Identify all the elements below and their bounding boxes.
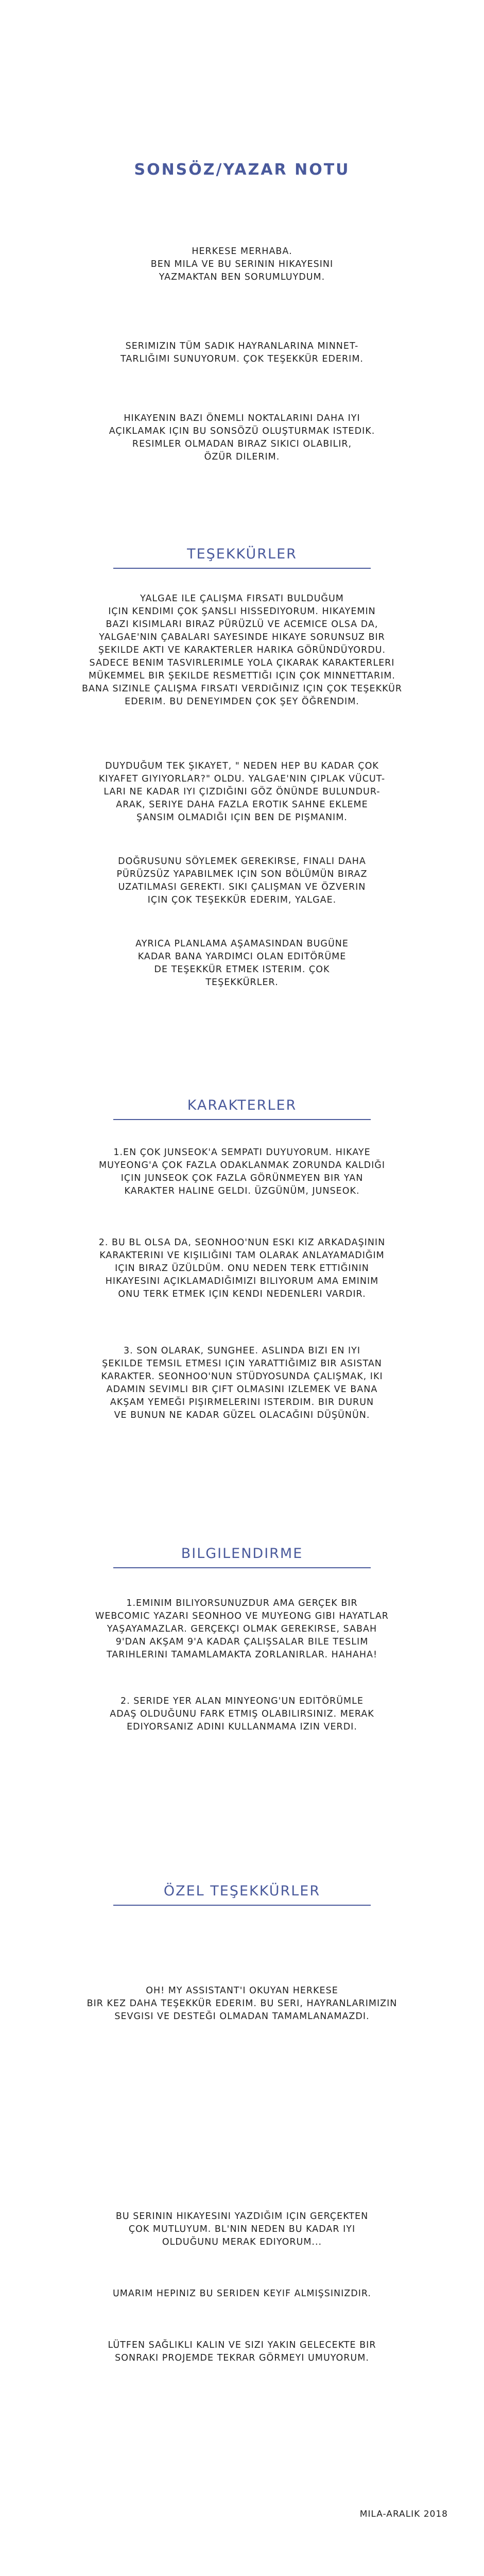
intro-gratitude: SERIMIZIN TÜM SADIK HAYRANLARINA MINNET- TARLIĞIMI SUNUYORUM. ÇOK TEŞEKKÜR EDERIM. [120, 341, 364, 364]
special-thanks-paragraph: OH! MY ASSISTANT'I OKUYAN HERKESE BIR KEZ DAHA TEŞEKKÜR EDERIM. BU SERI, HAYRANLARIMIZIN SEVGISI VE DESTEĞI OLMADAN TAMAMLANAMAZDI. [87, 1986, 397, 2022]
section-title-special-thanks: ÖZEL TEŞEKKÜRLER [163, 1883, 321, 1899]
section-divider [113, 1567, 371, 1568]
characters-paragraph-2: 2. BU BL OLSA DA, SEONHOO'NUN ESKI KIZ ARKADAŞININ KARAKTERINI VE KIŞILIĞINI TAM OLARAK ANLAYAMADIĞIM IÇIN BIRAZ ÜZÜLDÜM. ONU NEDEN TERK ETTIĞININ HIKAYESINI AÇIKLAMADIĞIMIZI BILIYORUM AMA EMINIM ONU TERK ETMEK IÇIN KENDI NEDENLERI VARDIR. [98, 1238, 386, 1299]
closing-paragraph-1: BU SERININ HIKAYESINI YAZDIĞIM IÇIN GERÇEKTEN ÇOK MUTLUYUM. BL'NIN NEDEN BU KADAR IYI OLDUĞUNU MERAK EDIYORUM... [115, 2211, 369, 2247]
section-divider [113, 568, 371, 569]
section-divider [113, 1905, 371, 1906]
page-title: SONSÖZ/YAZAR NOTU [134, 161, 350, 179]
intro-purpose: HIKAYENIN BAZI ÖNEMLI NOKTALARINI DAHA IYI AÇIKLAMAK IÇIN BU SONSÖZÜ OLUŞTURMAK ISTEDIK. RESIMLER OLMADAN BIRAZ SIKICI OLABILIR, ÖZÜR DILERIM. [109, 413, 375, 462]
section-title-thanks: TEŞEKKÜRLER [187, 546, 297, 562]
intro-greeting: HERKESE MERHABA. BEN MILA VE BU SERININ HIKAYESINI YAZMAKTAN BEN SORUMLUYDUM. [150, 246, 334, 282]
thanks-paragraph-4: AYRICA PLANLAMA AŞAMASINDAN BUGÜNE KADAR BANA YARDIMCI OLAN EDITÖRÜME DE TEŞEKKÜR ETMEK ISTERIM. ÇOK TEŞEKKÜRLER. [135, 939, 349, 988]
info-paragraph-1: 1.EMINIM BILIYORSUNUZDUR AMA GERÇEK BIR WEBCOMIC YAZARI SEONHOO VE MUYEONG GIBI HAYATLAR YAŞAYAMAZLAR. GERÇEKÇI OLMAK GEREKIRSE, SABAH 9'DAN AKŞAM 9'A KADAR ÇALIŞSALAR BILE TESLIM TARIHLERINI TAMAMLAMAKTA ZORLANIRLAR. HAHAHA! [95, 1598, 389, 1660]
characters-paragraph-1: 1.EN ÇOK JUNSEOK'A SEMPATI DUYUYORUM. HIKAYE MUYEONG'A ÇOK FAZLA ODAKLANMAK ZORUNDA KALDIĞI IÇIN JUNSEOK ÇOK FAZLA GÖRÜNMEYEN BIR YAN KARAKTER HALINE GELDI. ÜZGÜNÜM, JUNSEOK. [98, 1147, 386, 1196]
thanks-paragraph-1: YALGAE ILE ÇALIŞMA FIRSATI BULDUĞUM IÇIN KENDIMI ÇOK ŞANSLI HISSEDIYORUM. HIKAYEMIN BAZI KISIMLARI BIRAZ PÜRÜZLÜ VE ACEMICE OLSA DA, YALGAE'NIN ÇABALARI SAYESINDE HIKAYE SORUNSUZ BIR ŞEKILDE AKTI VE KARAKTERLER HARIKA GÖRÜNDÜYORDU. SADECE BENIM TASVIRLERIMLE YOLA ÇIKARAK KARAKTERLERI MÜKEMMEL BIR ŞEKILDE RESMETTIĞI IÇIN ÇOK MINNETTARIM. BANA SIZINLE ÇALIŞMA FIRSATI VERDIĞINIZ IÇIN ÇOK TEŞEKKÜR EDERIM. BU DENEYIMDEN ÇOK ŞEY ÖĞRENDIM. [81, 594, 403, 707]
section-title-info: BILGILENDIRME [181, 1546, 303, 1562]
section-title-characters: KARAKTERLER [187, 1097, 297, 1113]
info-paragraph-2: 2. SERIDE YER ALAN MINYEONG'UN EDITÖRÜMLE ADAŞ OLDUĞUNU FARK ETMIŞ OLABILIRSINIZ. MERAK EDIYORSANIZ ADINI KULLANMAMA IZIN VERDI. [110, 1696, 374, 1732]
closing-paragraph-3: LÜTFEN SAĞLIKLI KALIN VE SIZI YAKIN GELECEKTE BIR SONRAKI PROJEMDE TEKRAR GÖRMEYI UMUYORUM. [108, 2340, 376, 2363]
section-divider [113, 1119, 371, 1120]
thanks-paragraph-3: DOĞRUSUNU SÖYLEMEK GEREKIRSE, FINALI DAHA PÜRÜZSÜZ YAPABILMEK IÇIN SON BÖLÜMÜN BIRAZ UZATILMASI GEREKTI. SIKI ÇALIŞMAN VE ÖZVERIN IÇIN ÇOK TEŞEKKÜR EDERIM, YALGAE. [116, 856, 368, 905]
characters-paragraph-3: 3. SON OLARAK, SUNGHEE. ASLINDA BIZI EN IYI ŞEKILDE TEMSIL ETMESI IÇIN YARATTIĞIMIZ BIR ASISTAN KARAKTER. SEONHOO'NUN STÜDYOSUNDA ÇALIŞMAK, IKI ADAMIN SEVIMLI BIR ÇIFT OLMASINI IZLEMEK VE BANA AKŞAM YEMEĞI PIŞIRMELERINI ISTERDIM. BIR DURUN VE BUNUN NE KADAR GÜZEL OLACAĞINI DÜŞÜNÜN. [101, 1346, 383, 1420]
thanks-paragraph-2: DUYDUĞUM TEK ŞIKAYET, " NEDEN HEP BU KADAR ÇOK KIYAFET GIYIYORLAR?" OLDU. YALGAE'NIN ÇIPLAK VÜCUT- LARI NE KADAR IYI ÇIZDIĞINI GÖZ ÖNÜNDE BULUNDUR- ARAK, SERIYE DAHA FAZLA EROTIK SAHNE EKLEME ŞANSIM OLMADIĞI IÇIN BEN DE PIŞMANIM. [98, 761, 386, 823]
author-signature: MILA-ARALIK 2018 [359, 2509, 448, 2519]
closing-paragraph-2: UMARIM HEPINIZ BU SERIDEN KEYIF ALMIŞSINIZDIR. [113, 2289, 371, 2299]
